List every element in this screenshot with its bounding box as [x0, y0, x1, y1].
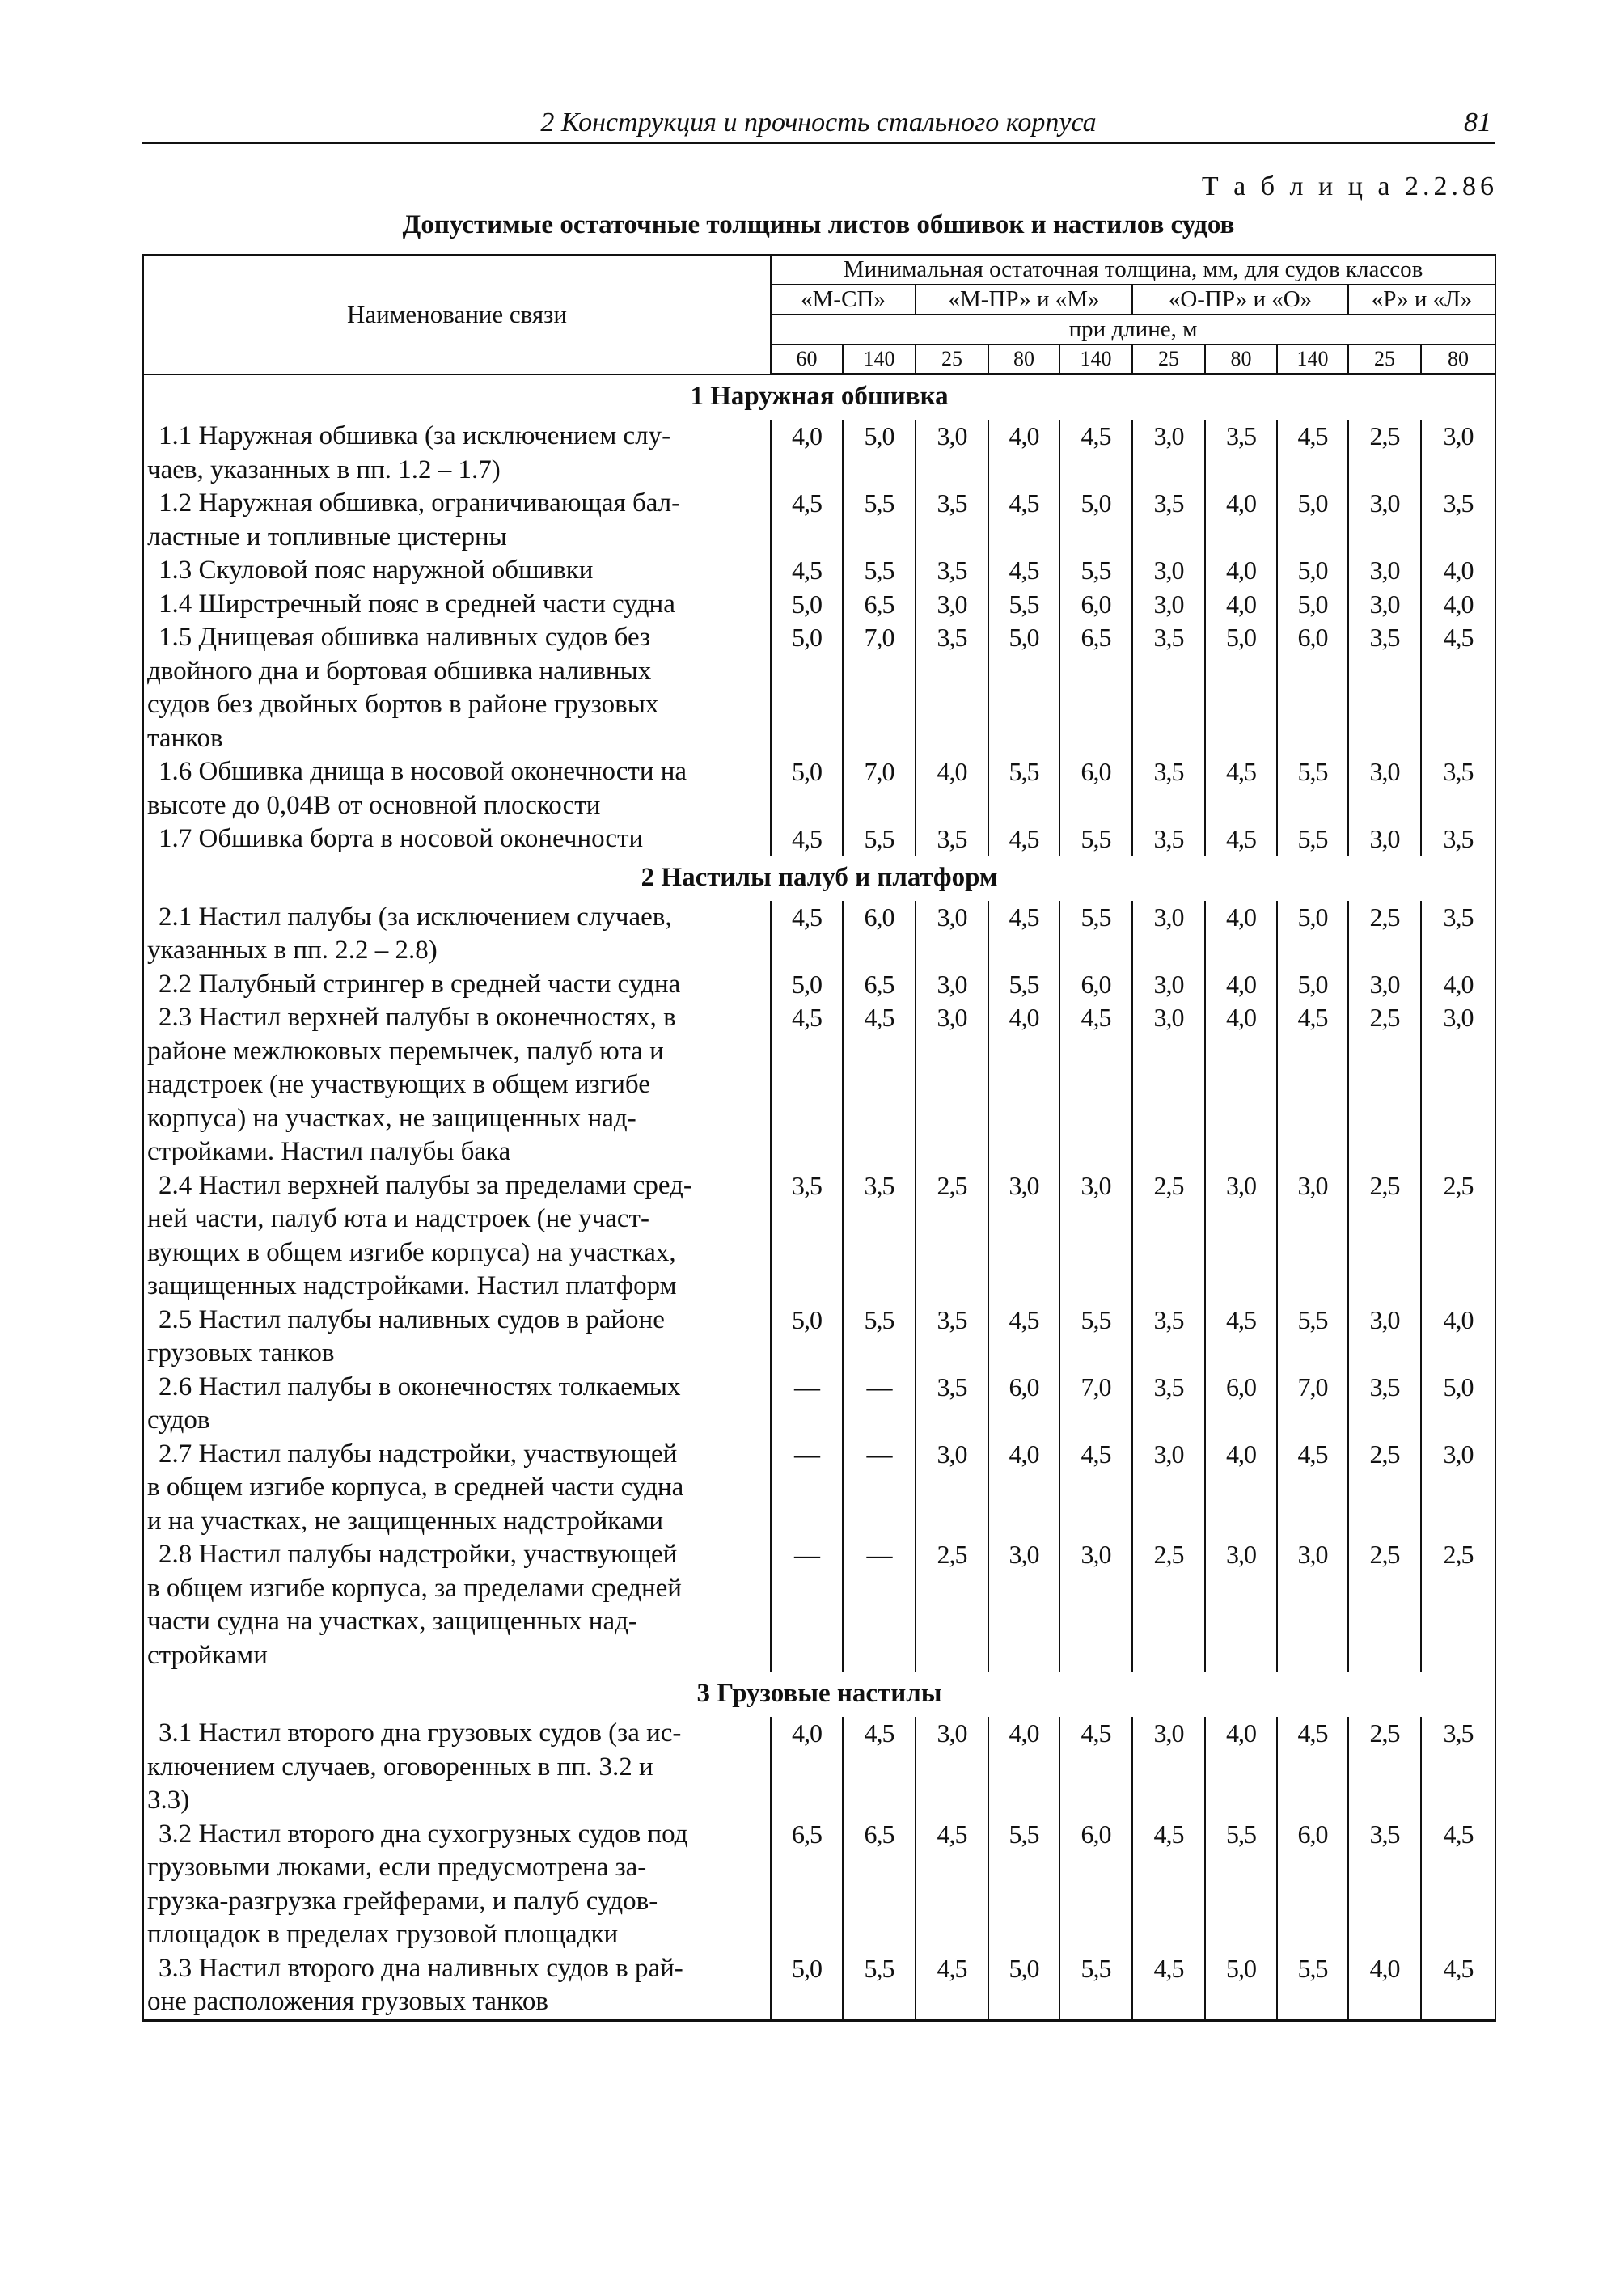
- row-name: 2.7 Настил палубы надстройки, участвующей в общем изгибе корпуса, в средней части судна и на участках, не защищенных надстройками: [147, 1439, 684, 1536]
- value-cell: 3,5: [916, 1304, 988, 1371]
- value-cell: 3,0: [1348, 755, 1421, 822]
- value-cell: 5,5: [1277, 1304, 1348, 1371]
- row-name-cell: [143, 588, 771, 622]
- row-name-cell: [143, 901, 771, 968]
- value-cell: 3,0: [1132, 1438, 1205, 1539]
- value-cell: 3,5: [916, 554, 988, 588]
- length-header: при длине, м: [771, 315, 1495, 344]
- row-name: 1.5 Днищевая обшивка наливных судов без двойного дна и бортовая обшивка наливных судов без двойных бортов в районе грузовых танков: [147, 623, 659, 753]
- value-cell: 4,5: [843, 1717, 916, 1818]
- value-cell: 3,0: [1132, 1717, 1205, 1818]
- value-cell: 2,5: [916, 1538, 988, 1672]
- value-cell: 5,0: [771, 621, 843, 755]
- value-cell: 5,0: [1277, 901, 1348, 968]
- value-cell: 3,0: [1348, 822, 1421, 856]
- row-name: 2.4 Настил верхней палубы за пределами сред- ней части, палуб юта и надстроек (не участ- вующих в общем изгибе корпуса) на участках, защищенных надстройками. Настил платформ: [147, 1170, 692, 1300]
- value-cell: 5,5: [843, 1952, 916, 2021]
- row-name-cell: [143, 487, 771, 554]
- value-cell: 5,5: [1205, 1818, 1277, 1952]
- value-cell: 3,0: [1132, 1001, 1205, 1169]
- value-cell: 5,0: [1205, 621, 1277, 755]
- value-cell: 6,0: [1277, 621, 1348, 755]
- length-header-cell: 25: [1132, 344, 1205, 374]
- value-cell: 5,0: [1277, 588, 1348, 622]
- value-cell: 3,0: [1132, 420, 1205, 487]
- row-name: 2.1 Настил палубы (за исключением случаев, указанных в пп. 2.2 – 2.8): [147, 902, 672, 965]
- table-row: [143, 755, 1495, 822]
- value-cell: 3,0: [1421, 1001, 1495, 1169]
- row-name-cell: [143, 1438, 771, 1539]
- value-cell: 5,0: [988, 1952, 1059, 2021]
- length-header-cell: 25: [916, 344, 988, 374]
- length-header-cell: 25: [1348, 344, 1421, 374]
- value-cell: 3,0: [1132, 588, 1205, 622]
- value-cell: 4,5: [988, 901, 1059, 968]
- value-cell: 5,5: [988, 755, 1059, 822]
- value-cell: 3,5: [1421, 822, 1495, 856]
- value-cell: 3,0: [1205, 1169, 1277, 1304]
- value-cell: 3,5: [1421, 1717, 1495, 1818]
- table-row: [143, 554, 1495, 588]
- value-cell: 6,0: [843, 901, 916, 968]
- row-name-cell: [143, 554, 771, 588]
- value-cell: 3,0: [916, 420, 988, 487]
- row-name-cell: [143, 822, 771, 856]
- value-cell: 3,5: [771, 1169, 843, 1304]
- value-cell: 3,0: [1205, 1538, 1277, 1672]
- value-cell: 3,5: [916, 487, 988, 554]
- value-cell: 4,0: [916, 755, 988, 822]
- value-cell: 2,5: [1348, 420, 1421, 487]
- value-cell: 3,5: [1132, 1304, 1205, 1371]
- value-cell: 3,0: [1348, 487, 1421, 554]
- class-header: «М-СП»: [771, 285, 916, 315]
- table-row: [143, 1169, 1495, 1304]
- section-title: 1 Наружная обшивка: [143, 374, 1495, 421]
- table-row: [143, 487, 1495, 554]
- value-cell: 5,5: [1277, 755, 1348, 822]
- name-column-header: Наименование связи: [143, 255, 771, 374]
- value-cell: 4,0: [988, 420, 1059, 487]
- value-cell: 4,5: [1277, 1717, 1348, 1818]
- value-cell: 6,0: [1059, 1818, 1132, 1952]
- value-cell: 6,5: [1059, 621, 1132, 755]
- table-title: Допустимые остаточные толщины листов обшивок и настилов судов: [402, 210, 1235, 239]
- value-cell: 3,0: [1277, 1169, 1348, 1304]
- length-header-cell: 80: [1421, 344, 1495, 374]
- value-cell: 3,0: [1132, 554, 1205, 588]
- table-row: [143, 588, 1495, 622]
- value-cell: —: [771, 1371, 843, 1438]
- value-cell: 5,5: [1277, 822, 1348, 856]
- section-row: [143, 374, 1495, 421]
- value-cell: 2,5: [1421, 1169, 1495, 1304]
- value-cell: 4,5: [771, 487, 843, 554]
- row-name: 1.1 Наружная обшивка (за исключением слу- чаев, указанных в пп. 1.2 – 1.7): [147, 421, 671, 484]
- table-row: [143, 1304, 1495, 1371]
- section-title: 3 Грузовые настилы: [143, 1672, 1495, 1717]
- value-cell: 5,0: [771, 1304, 843, 1371]
- value-cell: 6,5: [843, 1818, 916, 1952]
- value-cell: 2,5: [1132, 1169, 1205, 1304]
- value-cell: 5,5: [1277, 1952, 1348, 2021]
- value-cell: 3,5: [1421, 755, 1495, 822]
- value-cell: 3,5: [1348, 1371, 1421, 1438]
- value-cell: 4,0: [1205, 968, 1277, 1002]
- row-name: 2.3 Настил верхней палубы в оконечностях, в районе межлюковых перемычек, палуб юта и надстроек (не участвующих в общем изгибе корпуса) на участках, не защищенных над- стройками. Настил палубы бака: [147, 1003, 676, 1166]
- value-cell: 4,5: [771, 901, 843, 968]
- row-name: 2.5 Настил палубы наливных судов в районе грузовых танков: [147, 1304, 665, 1367]
- table-header: [143, 255, 1495, 374]
- row-name-cell: [143, 1169, 771, 1304]
- value-cell: 4,5: [771, 1001, 843, 1169]
- value-cell: 4,5: [988, 487, 1059, 554]
- row-name: 1.4 Ширстречный пояс в средней части судна: [159, 589, 675, 619]
- value-cell: 4,5: [916, 1818, 988, 1952]
- value-cell: 3,5: [1132, 621, 1205, 755]
- value-cell: 4,5: [1132, 1818, 1205, 1952]
- value-cell: 4,0: [1421, 588, 1495, 622]
- value-cell: 4,5: [916, 1952, 988, 2021]
- row-name-cell: [143, 1304, 771, 1371]
- row-name-cell: [143, 968, 771, 1002]
- value-cell: 2,5: [1421, 1538, 1495, 1672]
- value-cell: 4,5: [1205, 1304, 1277, 1371]
- value-cell: 3,5: [1132, 822, 1205, 856]
- value-cell: 3,0: [1348, 554, 1421, 588]
- value-cell: 4,0: [771, 420, 843, 487]
- value-cell: 5,5: [843, 487, 916, 554]
- value-cell: 3,5: [1205, 420, 1277, 487]
- thickness-table: [142, 254, 1496, 2022]
- value-cell: —: [843, 1538, 916, 1672]
- length-header-cell: 140: [1059, 344, 1132, 374]
- value-cell: 2,5: [1132, 1538, 1205, 1672]
- value-cell: 4,5: [988, 822, 1059, 856]
- row-name-cell: [143, 1952, 771, 2021]
- value-cell: 4,0: [1205, 901, 1277, 968]
- value-cell: 3,5: [1348, 621, 1421, 755]
- value-cell: 3,0: [1132, 968, 1205, 1002]
- value-cell: 4,5: [1205, 822, 1277, 856]
- table-row: [143, 621, 1495, 755]
- row-name: 1.6 Обшивка днища в носовой оконечности на высоте до 0,04B от основной плоскости: [147, 757, 687, 820]
- row-name-cell: [143, 420, 771, 487]
- row-name-cell: [143, 621, 771, 755]
- value-cell: 4,5: [1277, 420, 1348, 487]
- table-row: [143, 822, 1495, 856]
- value-cell: 3,5: [843, 1169, 916, 1304]
- value-cell: 5,0: [1205, 1952, 1277, 2021]
- value-cell: 5,5: [1059, 901, 1132, 968]
- section-title: 2 Настилы палуб и платформ: [143, 856, 1495, 901]
- value-cell: 3,0: [1421, 420, 1495, 487]
- value-cell: 3,5: [1348, 1818, 1421, 1952]
- value-cell: 4,0: [988, 1438, 1059, 1539]
- value-cell: 4,5: [1205, 755, 1277, 822]
- row-name: 1.7 Обшивка борта в носовой оконечности: [159, 824, 644, 853]
- value-cell: 2,5: [1348, 1717, 1421, 1818]
- value-cell: 2,5: [916, 1169, 988, 1304]
- value-cell: 3,0: [916, 1717, 988, 1818]
- value-cell: 5,0: [1277, 554, 1348, 588]
- value-cell: 2,5: [1348, 1438, 1421, 1539]
- row-name: 1.3 Скуловой пояс наружной обшивки: [159, 556, 594, 585]
- table-row: [143, 968, 1495, 1002]
- value-cell: 3,0: [1277, 1538, 1348, 1672]
- value-cell: 4,5: [988, 1304, 1059, 1371]
- value-cell: 5,5: [988, 588, 1059, 622]
- value-cell: 2,5: [1348, 901, 1421, 968]
- row-name: 3.3 Настил второго дна наливных судов в рай- оне расположения грузовых танков: [147, 1953, 683, 2016]
- value-cell: 4,0: [988, 1717, 1059, 1818]
- value-cell: 5,0: [771, 755, 843, 822]
- value-cell: 4,5: [1059, 1438, 1132, 1539]
- value-cell: 3,5: [1421, 487, 1495, 554]
- value-cell: —: [771, 1438, 843, 1539]
- running-title: 2 Конструкция и прочность стального корпуса: [540, 108, 1097, 137]
- value-cell: 5,5: [843, 1304, 916, 1371]
- value-cell: 2,5: [1348, 1001, 1421, 1169]
- value-cell: 3,0: [1421, 1438, 1495, 1539]
- running-header: [142, 107, 1495, 144]
- value-cell: 3,0: [988, 1538, 1059, 1672]
- row-name: 3.1 Настил второго дна грузовых судов (за ис- ключением случаев, оговоренных в пп. 3.2 и 3.3): [147, 1718, 682, 1815]
- value-cell: 4,5: [1059, 1001, 1132, 1169]
- class-header: «Р» и «Л»: [1348, 285, 1495, 315]
- value-cell: 5,5: [843, 822, 916, 856]
- value-cell: —: [771, 1538, 843, 1672]
- value-cell: 5,0: [843, 420, 916, 487]
- value-cell: 4,0: [1205, 554, 1277, 588]
- thickness-group-header: Минимальная остаточная толщина, мм, для судов классов: [771, 255, 1495, 285]
- value-cell: 5,5: [843, 554, 916, 588]
- value-cell: 6,0: [1059, 588, 1132, 622]
- length-header-cell: 140: [843, 344, 916, 374]
- row-name-cell: [143, 1001, 771, 1169]
- value-cell: 4,5: [1277, 1438, 1348, 1539]
- page-number: 81: [1464, 108, 1491, 137]
- value-cell: 4,0: [1421, 1304, 1495, 1371]
- table-row: [143, 420, 1495, 487]
- table-label: Т а б л и ц а 2.2.86: [1201, 171, 1498, 201]
- row-name-cell: [143, 1371, 771, 1438]
- value-cell: 4,0: [1205, 1001, 1277, 1169]
- table-row: [143, 1371, 1495, 1438]
- length-header-cell: 80: [988, 344, 1059, 374]
- value-cell: —: [843, 1438, 916, 1539]
- value-cell: 6,5: [771, 1818, 843, 1952]
- table-row: [143, 1001, 1495, 1169]
- value-cell: 3,0: [1132, 901, 1205, 968]
- row-name-cell: [143, 1818, 771, 1952]
- value-cell: 5,5: [1059, 1304, 1132, 1371]
- value-cell: 5,0: [771, 1952, 843, 2021]
- value-cell: 5,0: [1421, 1371, 1495, 1438]
- value-cell: 5,5: [988, 1818, 1059, 1952]
- value-cell: 4,5: [1421, 621, 1495, 755]
- value-cell: 3,5: [1132, 755, 1205, 822]
- value-cell: 4,0: [1205, 1717, 1277, 1818]
- value-cell: 3,0: [916, 1001, 988, 1169]
- value-cell: 4,5: [1059, 1717, 1132, 1818]
- row-name-cell: [143, 1717, 771, 1818]
- value-cell: 5,0: [1277, 968, 1348, 1002]
- value-cell: 4,0: [771, 1717, 843, 1818]
- value-cell: 3,5: [1132, 487, 1205, 554]
- value-cell: 4,5: [771, 822, 843, 856]
- value-cell: 4,0: [1421, 968, 1495, 1002]
- value-cell: 6,0: [988, 1371, 1059, 1438]
- value-cell: 3,0: [916, 901, 988, 968]
- row-name-cell: [143, 1538, 771, 1672]
- value-cell: 6,0: [1059, 968, 1132, 1002]
- value-cell: 3,0: [916, 1438, 988, 1539]
- value-cell: 6,0: [1059, 755, 1132, 822]
- value-cell: 3,5: [1421, 901, 1495, 968]
- row-name-cell: [143, 755, 771, 822]
- value-cell: 6,5: [843, 588, 916, 622]
- value-cell: 3,0: [1348, 968, 1421, 1002]
- class-header: «О-ПР» и «О»: [1132, 285, 1348, 315]
- table-row: [143, 1952, 1495, 2021]
- value-cell: 3,0: [1348, 1304, 1421, 1371]
- value-cell: 5,0: [1059, 487, 1132, 554]
- row-name: 1.2 Наружная обшивка, ограничивающая бал- ластные и топливные цистерны: [147, 488, 681, 552]
- table-row: [143, 1717, 1495, 1818]
- value-cell: 5,5: [1059, 1952, 1132, 2021]
- value-cell: 5,5: [1059, 822, 1132, 856]
- table-row: [143, 1538, 1495, 1672]
- table-row: [143, 1818, 1495, 1952]
- value-cell: 4,0: [988, 1001, 1059, 1169]
- value-cell: 5,5: [1059, 554, 1132, 588]
- value-cell: 7,0: [1059, 1371, 1132, 1438]
- value-cell: 7,0: [843, 621, 916, 755]
- value-cell: 3,5: [916, 621, 988, 755]
- value-cell: 4,5: [843, 1001, 916, 1169]
- value-cell: 3,0: [1059, 1169, 1132, 1304]
- value-cell: 6,0: [1205, 1371, 1277, 1438]
- value-cell: 3,0: [916, 588, 988, 622]
- row-name: 2.6 Настил палубы в оконечностях толкаемых судов: [147, 1372, 681, 1435]
- value-cell: 4,5: [771, 554, 843, 588]
- class-header: «М-ПР» и «М»: [916, 285, 1132, 315]
- value-cell: 5,0: [1277, 487, 1348, 554]
- length-header-cell: 80: [1205, 344, 1277, 374]
- value-cell: 3,0: [916, 968, 988, 1002]
- value-cell: 7,0: [843, 755, 916, 822]
- value-cell: 4,5: [1421, 1818, 1495, 1952]
- row-name: 2.8 Настил палубы надстройки, участвующей в общем изгибе корпуса, за пределами средней части судна на участках, защищенных над- стройками: [147, 1540, 682, 1670]
- value-cell: 5,0: [988, 621, 1059, 755]
- value-cell: 2,5: [1348, 1538, 1421, 1672]
- table-row: [143, 901, 1495, 968]
- section-row: [143, 856, 1495, 901]
- value-cell: 7,0: [1277, 1371, 1348, 1438]
- value-cell: 3,0: [1059, 1538, 1132, 1672]
- value-cell: 4,0: [1205, 1438, 1277, 1539]
- value-cell: 3,5: [916, 1371, 988, 1438]
- value-cell: 4,5: [1277, 1001, 1348, 1169]
- value-cell: 4,5: [1132, 1952, 1205, 2021]
- value-cell: 4,5: [988, 554, 1059, 588]
- value-cell: 4,0: [1348, 1952, 1421, 2021]
- value-cell: 5,5: [988, 968, 1059, 1002]
- value-cell: 6,5: [843, 968, 916, 1002]
- value-cell: 5,0: [771, 588, 843, 622]
- length-header-cell: 140: [1277, 344, 1348, 374]
- table-row: [143, 1438, 1495, 1539]
- row-name: 2.2 Палубный стрингер в средней части судна: [159, 969, 681, 999]
- value-cell: —: [843, 1371, 916, 1438]
- value-cell: 2,5: [1348, 1169, 1421, 1304]
- section-row: [143, 1672, 1495, 1717]
- value-cell: 6,0: [1277, 1818, 1348, 1952]
- value-cell: 3,5: [1132, 1371, 1205, 1438]
- value-cell: 5,0: [771, 968, 843, 1002]
- row-name: 3.2 Настил второго дна сухогрузных судов под грузовыми люками, если предусмотрена за- грузка-разгрузка грейферами, и палуб судов- площадок в пределах грузовой площадки: [147, 1819, 688, 1949]
- value-cell: 4,0: [1421, 554, 1495, 588]
- table-body: [143, 374, 1495, 2021]
- value-cell: 4,5: [1059, 420, 1132, 487]
- value-cell: 3,5: [916, 822, 988, 856]
- value-cell: 3,0: [1348, 588, 1421, 622]
- value-cell: 3,0: [988, 1169, 1059, 1304]
- length-header-cell: 60: [771, 344, 843, 374]
- value-cell: 4,5: [1421, 1952, 1495, 2021]
- value-cell: 4,0: [1205, 588, 1277, 622]
- value-cell: 4,0: [1205, 487, 1277, 554]
